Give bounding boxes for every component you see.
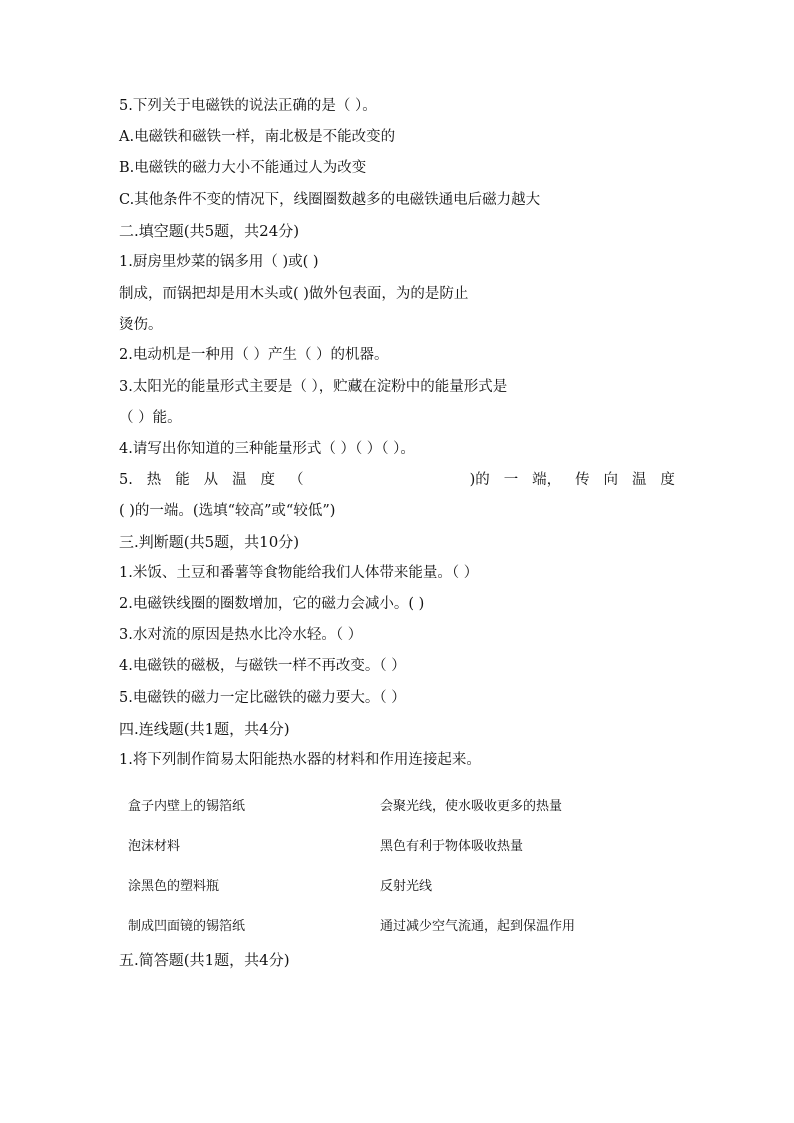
fill-q5-token: 端， (532, 472, 562, 488)
matching-left-item-3[interactable]: 涂黑色的塑料瓶 (128, 879, 220, 894)
matching-right-item-4[interactable]: 通过减少空气流通，起到保温作用 (380, 919, 576, 934)
matching-q1: 1.将下列制作简易太阳能热水器的材料和作用连接起来。 (119, 752, 481, 768)
fill-q3-line2: （ ）能。 (119, 410, 182, 426)
fill-q5-blank (317, 470, 455, 490)
fill-q5-line2: ( )的一端。(选填“较高”或“较低”) (119, 503, 336, 519)
judge-item-3: 3.水对流的原因是热水比冷水轻。（ ） (119, 627, 363, 643)
fill-q5-token: 从 (203, 472, 219, 488)
fill-q5-line1 (119, 470, 675, 490)
judge-item-1: 1.米饭、土豆和番薯等食物能给我们人体带来能量。（ ） (119, 565, 479, 581)
section-short-answer-heading: 五.简答题(共1题，共4分) (119, 951, 290, 969)
matching-left-item-1[interactable]: 盒子内壁上的锡箔纸 (128, 799, 246, 814)
fill-q5-token: 温 (232, 472, 247, 488)
fill-q5-token: 一 (503, 472, 519, 488)
fill-q5-token: 热 (146, 472, 162, 488)
judge-item-2: 2.电磁铁线圈的圈数增加，它的磁力会减小。( ) (119, 596, 425, 612)
judge-item-5: 5.电磁铁的磁力一定比磁铁的磁力要大。（ ） (119, 690, 406, 706)
fill-q5-token: 5. (119, 472, 133, 488)
fill-q3-line1: 3.太阳光的能量形式主要是（ ），贮藏在淀粉中的能量形式是 (119, 379, 508, 395)
section-judge-heading: 三.判断题(共5题，共10分) (119, 533, 300, 551)
fill-q5-token: )的 (469, 472, 490, 488)
section-fill-heading: 二.填空题(共5题，共24分) (119, 222, 300, 240)
fill-q5-token: 传 (575, 472, 590, 488)
fill-q5-token: 向 (603, 472, 619, 488)
q5-stem: 5.下列关于电磁铁的说法正确的是（ ）。 (119, 98, 377, 114)
fill-q5-token: 能 (175, 472, 190, 488)
fill-q5-token: 度 (660, 472, 675, 488)
q5-option-c: C.其他条件不变的情况下，线圈圈数越多的电磁铁通电后磁力越大 (119, 192, 541, 208)
fill-q4: 4.请写出你知道的三种能量形式（ ）（ ）（ ）。 (119, 441, 415, 457)
fill-q5-token: （ (288, 472, 304, 488)
matching-right-item-3[interactable]: 反射光线 (380, 879, 433, 894)
matching-right-item-2[interactable]: 黑色有利于物体吸收热量 (380, 839, 524, 854)
q5-option-a: A.电磁铁和磁铁一样，南北极是不能改变的 (119, 129, 396, 145)
fill-q2: 2.电动机是一种用（ ）产生（ ）的机器。 (119, 347, 389, 363)
matching-left-item-2[interactable]: 泡沫材料 (128, 839, 181, 854)
fill-q5-token: 度 (260, 472, 276, 488)
q5-option-b: B.电磁铁的磁力大小不能通过人为改变 (119, 160, 367, 176)
section-matching-heading: 四.连线题(共1题，共4分) (119, 720, 290, 738)
matching-left-item-4[interactable]: 制成凹面镜的锡箔纸 (128, 919, 246, 934)
fill-q1-line3: 烫伤。 (119, 317, 163, 333)
matching-right-item-1[interactable]: 会聚光线，使水吸收更多的热量 (380, 799, 563, 814)
fill-q1-line1: 1.厨房里炒菜的锅多用（ )或( ) (119, 254, 319, 270)
fill-q5-token: 温 (631, 472, 647, 488)
judge-item-4: 4.电磁铁的磁极，与磁铁一样不再改变。（ ） (119, 658, 406, 674)
fill-q1-line2: 制成，而锅把却是用木头或( )做外包表面，为的是防止 (119, 286, 469, 302)
